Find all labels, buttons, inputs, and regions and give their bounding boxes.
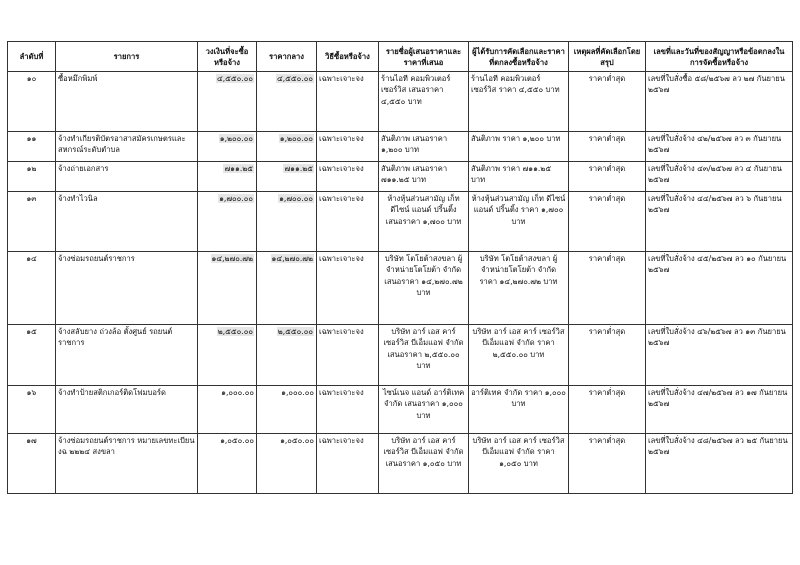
table-row: [8, 252, 793, 325]
row-contract: เลขที่ใบสั่งจ้าง ๔๓/๒๕๖๗ ลว ๔ กันยายน ๒๕๖๗: [646, 162, 793, 192]
table-row: [8, 72, 793, 132]
row-median-value: ๑,๒๐๐.๐๐: [279, 134, 313, 143]
row-no: ๑๓: [8, 192, 56, 252]
row-budget: ๑,๐๐๐.๐๐: [198, 386, 257, 434]
header-no: ลำดับที่: [8, 42, 56, 72]
row-median-value: ๔,๕๕๐.๐๐: [277, 74, 313, 83]
row-no: ๑๐: [8, 72, 56, 132]
row-budget-value: ๑๔,๒๗๐.๗๒: [211, 254, 253, 263]
row-winner: บริษัท โตโยต้าสงขลา ผู้จำหน่ายโตโยต้า จำกัด ราคา ๑๔,๒๗๐.๗๒ บาท: [469, 252, 569, 325]
row-median-price: [257, 325, 317, 386]
row-bidder: สันติภาพ เสนอราคา ๑,๒๐๐ บาท: [379, 132, 469, 162]
row-item: จ้างทำป้ายสติกเกอร์ติดโฟมบอร์ด: [56, 386, 198, 434]
header-item: รายการ: [56, 42, 198, 72]
procurement-table: [7, 41, 793, 494]
row-median-value: ๑๔,๒๗๐.๗๒: [271, 254, 313, 263]
row-bidder: บริษัท อาร์ เอส คาร์ เซอร์วิส บีเอ็มแอฟ จำกัด เสนอราคา ๒,๕๕๐.๐๐ บาท: [379, 325, 469, 386]
row-budget: [198, 132, 257, 162]
row-reason: ราคาต่ำสุด: [569, 162, 646, 192]
header-winner: ผู้ได้รับการคัดเลือกและราคาที่ตกลงซื้อหรือจ้าง: [469, 42, 569, 72]
table-row: [8, 162, 793, 192]
row-budget-value: ๑,๒๐๐.๐๐: [219, 134, 253, 143]
row-no: ๑๔: [8, 252, 56, 325]
row-no: ๑๒: [8, 162, 56, 192]
row-budget-value: ๗๑๑.๒๕: [224, 164, 253, 173]
table-row: [8, 386, 793, 434]
header-budget: วงเงินที่จะซื้อหรือจ้าง: [198, 42, 257, 72]
row-median-value: ๗๑๑.๒๕: [284, 164, 313, 173]
row-budget: ๑,๐๕๐.๐๐: [198, 434, 257, 494]
row-reason: ราคาต่ำสุด: [569, 386, 646, 434]
row-item: จ้างทำไวนิล: [56, 192, 198, 252]
row-method: เฉพาะเจาะจง: [317, 434, 379, 494]
header-method: วิธีซื้อหรือจ้าง: [317, 42, 379, 72]
row-median-price: [257, 132, 317, 162]
table-row: [8, 325, 793, 386]
row-median-value: ๒,๕๕๐.๐๐: [277, 327, 313, 336]
row-bidder: ร้านไอที คอมพิวเตอร์ เซอร์วิส เสนอราคา ๔,๕๕๐ บาท: [379, 72, 469, 132]
row-contract: เลขที่ใบสั่งจ้าง ๔๔/๒๕๖๗ ลว ๖ กันยายน ๒๕๖๗: [646, 192, 793, 252]
row-median-value: ๑,๗๐๐.๐๐: [279, 194, 313, 203]
row-median-price: [257, 162, 317, 192]
row-method: เฉพาะเจาะจง: [317, 132, 379, 162]
table-row: [8, 434, 793, 494]
row-contract: เลขที่ใบสั่งจ้าง ๔๒/๒๕๖๗ ลว ๓ กันยายน ๒๕๖๗: [646, 132, 793, 162]
row-bidder: ห้างหุ้นส่วนสามัญ เก็ท ดีไซน์ แอนด์ ปริ้นติ้ง เสนอราคา ๑,๗๐๐ บาท: [379, 192, 469, 252]
row-reason: ราคาต่ำสุด: [569, 72, 646, 132]
row-no: ๑๑: [8, 132, 56, 162]
row-bidder: สันติภาพ เสนอราคา ๗๑๑.๒๕ บาท: [379, 162, 469, 192]
row-median-price: [257, 72, 317, 132]
header-reason: เหตุผลที่คัดเลือกโดยสรุป: [569, 42, 646, 72]
row-median-price: [257, 192, 317, 252]
row-contract: เลขที่ใบสั่งจ้าง ๔๘/๒๕๖๗ ลว ๒๕ กันยายน ๒๕๖๗: [646, 434, 793, 494]
row-contract: เลขที่ใบสั่งจ้าง ๔๕/๒๕๖๗ ลว ๑๐ กันยายน ๒๕๖๗: [646, 252, 793, 325]
row-bidder: บริษัท อาร์ เอส คาร์ เซอร์วิส บีเอ็มแอฟ จำกัด เสนอราคา ๑,๐๕๐ บาท: [379, 434, 469, 494]
row-no: ๑๖: [8, 386, 56, 434]
row-item: จ้างทำเกียรติบัตรอาสาสมัครเกษตรและสหกรณ์ระดับตำบล: [56, 132, 198, 162]
row-median-price: ๑,๐๐๐.๐๐: [257, 386, 317, 434]
row-reason: ราคาต่ำสุด: [569, 325, 646, 386]
row-contract: เลขที่ใบสั่งจ้าง ๔๖/๒๕๖๗ ลว ๑๓ กันยายน ๒๕๖๗: [646, 325, 793, 386]
row-budget: [198, 252, 257, 325]
row-method: เฉพาะเจาะจง: [317, 162, 379, 192]
row-bidder: บริษัท โตโยต้าสงขลา ผู้จำหน่ายโตโยต้า จำกัด เสนอราคา ๑๔,๒๗๐.๗๒ บาท: [379, 252, 469, 325]
row-budget: [198, 162, 257, 192]
row-no: ๑๗: [8, 434, 56, 494]
row-winner: สันติภาพ ราคา ๑,๒๐๐ บาท: [469, 132, 569, 162]
row-median-price: [257, 252, 317, 325]
row-budget-value: ๔,๕๕๐.๐๐: [217, 74, 253, 83]
row-no: ๑๕: [8, 325, 56, 386]
row-winner: บริษัท อาร์ เอส คาร์ เซอร์วิส บีเอ็มแอฟ จำกัด ราคา ๑,๐๕๐ บาท: [469, 434, 569, 494]
row-budget: [198, 192, 257, 252]
row-item: จ้างสลับยาง ถ่วงล้อ ตั้งศูนย์ รถยนต์ราชการ: [56, 325, 198, 386]
row-method: เฉพาะเจาะจง: [317, 72, 379, 132]
header-bidders: รายชื่อผู้เสนอราคาและราคาที่เสนอ: [379, 42, 469, 72]
row-budget: [198, 325, 257, 386]
row-contract: เลขที่ใบสั่งซื้อ ๕๘/๒๕๖๗ ลว ๒๗ กันยายน ๒๕๖๗: [646, 72, 793, 132]
row-budget-value: ๑,๗๐๐.๐๐: [219, 194, 253, 203]
row-item: จ้างถ่ายเอกสาร: [56, 162, 198, 192]
header-median-price: ราคากลาง: [257, 42, 317, 72]
row-method: เฉพาะเจาะจง: [317, 252, 379, 325]
row-winner: ห้างหุ้นส่วนสามัญ เก็ท ดีไซน์ แอนด์ ปริ้นติ้ง ราคา ๑,๗๐๐ บาท: [469, 192, 569, 252]
row-method: เฉพาะเจาะจง: [317, 325, 379, 386]
row-winner: อาร์ติเทค จำกัด ราคา ๑,๐๐๐ บาท: [469, 386, 569, 434]
row-reason: ราคาต่ำสุด: [569, 192, 646, 252]
row-item: ซื้อหมึกพิมพ์: [56, 72, 198, 132]
row-item: จ้างซ่อมรถยนต์ราชการ: [56, 252, 198, 325]
table-row: [8, 192, 793, 252]
row-contract: เลขที่ใบสั่งจ้าง ๔๗/๒๕๖๗ ลว ๑๗ กันยายน ๒๕๖๗: [646, 386, 793, 434]
row-item: จ้างซ่อมรถยนต์ราชการ หมายเลขทะเบียน งฉ ๒๒๒๔ สงขลา: [56, 434, 198, 494]
table-row: [8, 132, 793, 162]
header-contract: เลขที่และวันที่ของสัญญาหรือข้อตกลงในการจัดซื้อหรือจ้าง: [646, 42, 793, 72]
row-method: เฉพาะเจาะจง: [317, 192, 379, 252]
row-method: เฉพาะเจาะจง: [317, 386, 379, 434]
row-winner: บริษัท อาร์ เอส คาร์ เซอร์วิส บีเอ็มแอฟ จำกัด ราคา ๒,๕๕๐.๐๐ บาท: [469, 325, 569, 386]
row-bidder: ไซน์เนจ แอนด์ อาร์ติเทค จำกัด เสนอราคา ๑,๐๐๐ บาท: [379, 386, 469, 434]
table-header-row: [8, 42, 793, 72]
row-median-price: ๑,๐๕๐.๐๐: [257, 434, 317, 494]
row-winner: สันติภาพ ราคา ๗๑๑.๒๕ บาท: [469, 162, 569, 192]
row-reason: ราคาต่ำสุด: [569, 132, 646, 162]
row-budget: [198, 72, 257, 132]
row-winner: ร้านไอที คอมพิวเตอร์ เซอร์วิส ราคา ๔,๕๕๐ บาท: [469, 72, 569, 132]
row-budget-value: ๒,๕๕๐.๐๐: [217, 327, 253, 336]
row-reason: ราคาต่ำสุด: [569, 252, 646, 325]
row-reason: ราคาต่ำสุด: [569, 434, 646, 494]
